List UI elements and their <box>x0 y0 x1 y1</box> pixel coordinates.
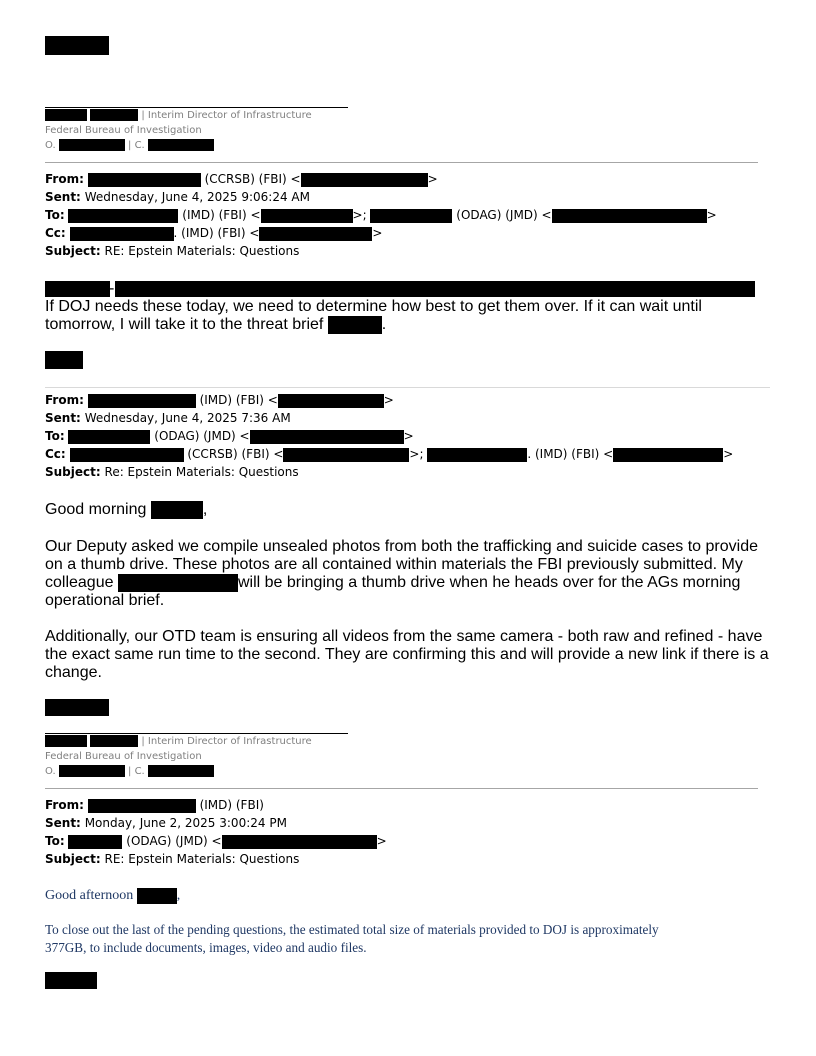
redaction-box <box>151 501 203 519</box>
email2-from: From: (IMD) (FBI) < > <box>45 393 394 407</box>
redaction-box <box>59 765 125 777</box>
redaction-box <box>88 173 201 187</box>
email1-subject: Subject: RE: Epstein Materials: Questions <box>45 244 300 258</box>
email3-subject: Subject: RE: Epstein Materials: Questions <box>45 852 300 866</box>
email2-body-line: change. <box>45 664 102 681</box>
email-divider <box>45 162 758 163</box>
email3-to: To: (ODAG) (JMD) < > <box>45 834 387 848</box>
signature-phone-line: O. | C. <box>45 764 214 779</box>
email2-sent: Sent: Wednesday, June 4, 2025 7:36 AM <box>45 411 291 425</box>
email2-greeting: Good morning , <box>45 501 208 519</box>
signature-name-line <box>45 734 312 749</box>
redaction-box <box>88 799 196 813</box>
redaction-box <box>259 227 372 241</box>
email1-cc: Cc: . (IMD) (FBI) < > <box>45 226 383 240</box>
redaction-box <box>88 394 196 408</box>
email3-greeting: Good afternoon , <box>45 888 181 903</box>
email1-body-line: tomorrow, I will take it to the threat brief . <box>45 316 387 334</box>
redaction-box <box>427 448 527 462</box>
email2-to: To: (ODAG) (JMD) < > <box>45 429 414 443</box>
email2-body-line: colleague will be bringing a thumb drive when he heads over for the AGs morning <box>45 574 741 592</box>
email3-body-line: To close out the last of the pending questions, the estimated total size of materials provided to DOJ is approximately <box>45 922 659 937</box>
redaction-box <box>59 139 125 151</box>
redaction-box <box>45 36 109 55</box>
signature-title: | Interim Director of Infrastructure <box>141 736 312 747</box>
redaction-box <box>45 735 87 747</box>
email-divider <box>45 788 758 789</box>
email-divider <box>45 387 770 388</box>
redaction-box <box>90 109 138 121</box>
redaction-box <box>45 351 83 369</box>
signature-organization: Federal Bureau of Investigation <box>45 751 202 762</box>
redaction-box <box>45 109 87 121</box>
redaction-box <box>90 735 138 747</box>
redaction-box <box>148 765 214 777</box>
email2-cc: Cc: (CCRSB) (FBI) < >; . (IMD) (FBI) < > <box>45 447 734 461</box>
email3-from: From: (IMD) (FBI) <box>45 798 264 812</box>
redaction-box <box>137 888 177 904</box>
redaction-box <box>328 316 382 334</box>
redaction-box <box>552 209 707 223</box>
redaction-box <box>283 448 409 462</box>
email2-body-line: on a thumb drive. These photos are all contained within materials the FBI previously submitted. My <box>45 556 743 573</box>
email2-subject: Subject: Re: Epstein Materials: Questions <box>45 465 299 479</box>
redaction-box <box>70 227 174 241</box>
redaction-box <box>250 430 404 444</box>
signature-phone-line: O. | C. <box>45 138 214 153</box>
email1-to: To: (IMD) (FBI) < >; (ODAG) (JMD) < > <box>45 208 717 222</box>
redaction-box <box>370 209 452 223</box>
redaction-box <box>261 209 353 223</box>
redaction-box <box>45 972 97 989</box>
redaction-box <box>45 281 110 297</box>
email3-sent: Sent: Monday, June 2, 2025 3:00:24 PM <box>45 816 287 830</box>
email2-body-line: Our Deputy asked we compile unsealed photos from both the trafficking and suicide cases to provide <box>45 538 758 555</box>
email1-sent: Sent: Wednesday, June 4, 2025 9:06:24 AM <box>45 190 310 204</box>
email2-body-line: the exact same run time to the second. They are confirming this and will provide a new link if there is a <box>45 646 769 663</box>
redaction-box <box>301 173 428 187</box>
redaction-box <box>68 209 178 223</box>
redaction-box <box>70 448 184 462</box>
signature-name-line <box>45 108 312 123</box>
email2-body-line: Additionally, our OTD team is ensuring all videos from the same camera - both raw and refined - have <box>45 628 763 645</box>
redaction-box <box>613 448 723 462</box>
email1-from: From: (CCRSB) (FBI) < > <box>45 172 438 186</box>
redaction-box <box>115 281 755 297</box>
redaction-box <box>222 835 377 849</box>
email1-body-line: If DOJ needs these today, we need to determine how best to get them over. If it can wait until <box>45 298 702 315</box>
redaction-box <box>118 574 238 592</box>
signature-title: | Interim Director of Infrastructure <box>141 110 312 121</box>
redaction-box <box>278 394 384 408</box>
redaction-box <box>45 699 109 716</box>
signature-organization: Federal Bureau of Investigation <box>45 125 202 136</box>
email2-body-line: operational brief. <box>45 592 165 609</box>
redaction-box <box>68 430 150 444</box>
greeting-dash: - <box>109 280 115 297</box>
redaction-box <box>148 139 214 151</box>
redaction-box <box>68 835 122 849</box>
email3-body-line: 377GB, to include documents, images, video and audio files. <box>45 940 367 955</box>
